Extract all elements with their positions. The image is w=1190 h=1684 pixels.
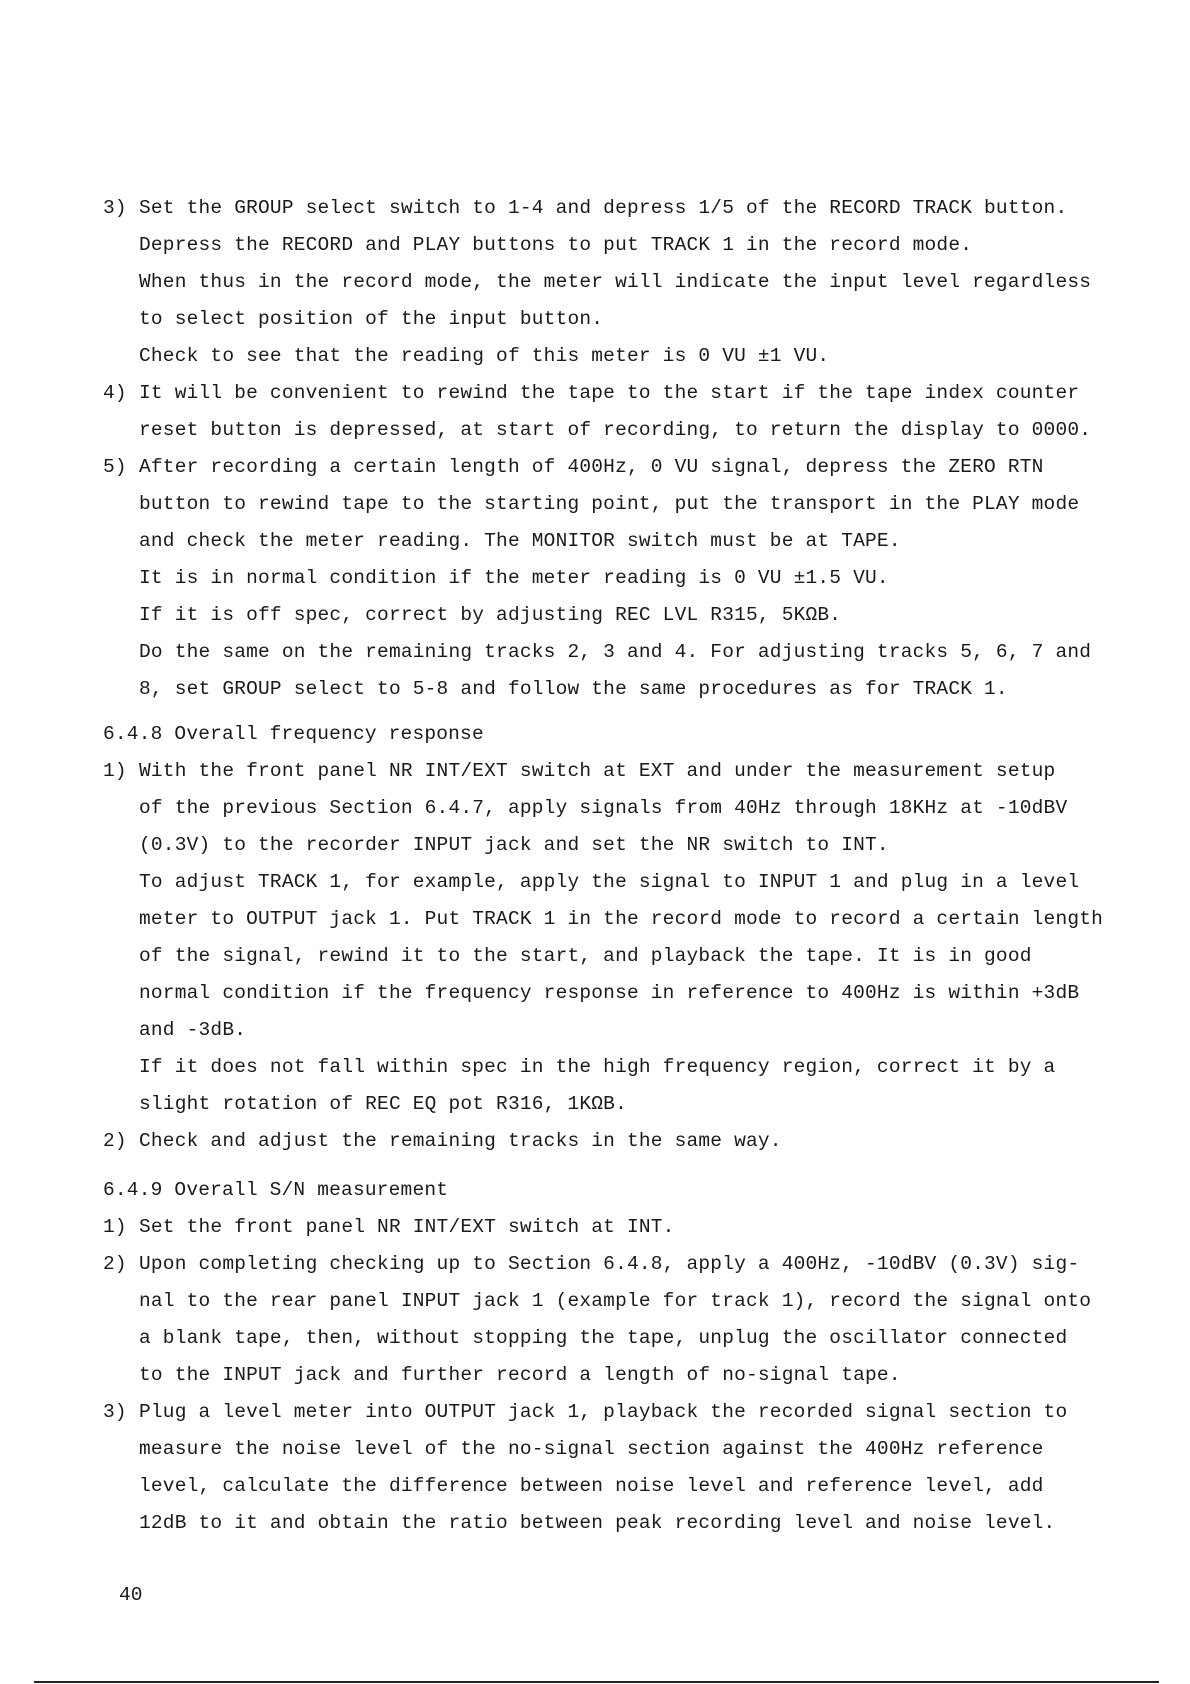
step-number: 2) <box>103 1253 127 1275</box>
text-line: to select position of the input button. <box>139 308 604 330</box>
text-line: 12dB to it and obtain the ratio between peak recording level and noise level. <box>139 1512 1056 1534</box>
text-line: reset button is depressed, at start of recording, to return the display to 0000. <box>139 419 1092 441</box>
step-number: 2) <box>103 1130 127 1152</box>
text-line: If it does not fall within spec in the high frequency region, correct it by a <box>139 1056 1056 1078</box>
text-line: slight rotation of REC EQ pot R316, 1KΩB. <box>139 1093 627 1115</box>
text-line: level, calculate the difference between noise level and reference level, add <box>139 1475 1044 1497</box>
section-6-4-9-step-1 <box>103 1209 1143 1246</box>
section-heading-6-4-9: 6.4.9 Overall S/N measurement <box>103 1179 449 1201</box>
text-line: It is in normal condition if the meter reading is 0 VU ±1.5 VU. <box>139 567 889 589</box>
text-line: Check and adjust the remaining tracks in the same way. <box>139 1130 782 1152</box>
text-line: Depress the RECORD and PLAY buttons to put TRACK 1 in the record mode. <box>139 234 973 256</box>
section-6-4-8-step-1 <box>103 753 1143 1123</box>
text-line: of the signal, rewind it to the start, and playback the tape. It is in good <box>139 945 1032 967</box>
text-line: measure the noise level of the no-signal section against the 400Hz reference <box>139 1438 1044 1460</box>
text-line: Set the GROUP select switch to 1-4 and depress 1/5 of the RECORD TRACK button. <box>139 197 1068 219</box>
text-line: Plug a level meter into OUTPUT jack 1, playback the recorded signal section to <box>139 1401 1068 1423</box>
text-line: normal condition if the frequency response in reference to 400Hz is within +3dB <box>139 982 1080 1004</box>
text-line: With the front panel NR INT/EXT switch at EXT and under the measurement setup <box>139 760 1056 782</box>
section-6-4-9-step-3 <box>103 1394 1143 1542</box>
step-number: 3) <box>103 197 127 219</box>
text-line: 8, set GROUP select to 5-8 and follow the same procedures as for TRACK 1. <box>139 678 1008 700</box>
page-number: 40 <box>119 1584 143 1606</box>
text-line: meter to OUTPUT jack 1. Put TRACK 1 in the record mode to record a certain length <box>139 908 1104 930</box>
text-line: If it is off spec, correct by adjusting REC LVL R315, 5KΩB. <box>139 604 842 626</box>
step-number: 5) <box>103 456 127 478</box>
text-line: button to rewind tape to the starting point, put the transport in the PLAY mode <box>139 493 1080 515</box>
procedure-step-3 <box>103 190 1143 375</box>
page-body <box>103 190 1143 1542</box>
text-line: To adjust TRACK 1, for example, apply the signal to INPUT 1 and plug in a level <box>139 871 1080 893</box>
text-line: Upon completing checking up to Section 6.4.8, apply a 400Hz, -10dBV (0.3V) sig- <box>139 1253 1080 1275</box>
text-line: Do the same on the remaining tracks 2, 3 and 4. For adjusting tracks 5, 6, 7 and <box>139 641 1092 663</box>
text-line: Set the front panel NR INT/EXT switch at INT. <box>139 1216 675 1238</box>
step-number: 4) <box>103 382 127 404</box>
procedure-step-4 <box>103 375 1143 449</box>
section-heading-6-4-8: 6.4.8 Overall frequency response <box>103 723 484 745</box>
text-line: (0.3V) to the recorder INPUT jack and set the NR switch to INT. <box>139 834 889 856</box>
section-6-4-8-step-2 <box>103 1123 1143 1160</box>
step-number: 3) <box>103 1401 127 1423</box>
procedure-step-5 <box>103 449 1143 708</box>
text-line: a blank tape, then, without stopping the tape, unplug the oscillator connected <box>139 1327 1068 1349</box>
text-line: nal to the rear panel INPUT jack 1 (example for track 1), record the signal onto <box>139 1290 1092 1312</box>
step-number: 1) <box>103 1216 127 1238</box>
text-line: of the previous Section 6.4.7, apply signals from 40Hz through 18KHz at -10dBV <box>139 797 1068 819</box>
text-line: After recording a certain length of 400Hz, 0 VU signal, depress the ZERO RTN <box>139 456 1044 478</box>
step-number: 1) <box>103 760 127 782</box>
text-line: and -3dB. <box>139 1019 247 1041</box>
footer-rule <box>34 1681 1159 1683</box>
text-line: and check the meter reading. The MONITOR switch must be at TAPE. <box>139 530 901 552</box>
text-line: to the INPUT jack and further record a length of no-signal tape. <box>139 1364 901 1386</box>
text-line: When thus in the record mode, the meter will indicate the input level regardless <box>139 271 1092 293</box>
text-line: Check to see that the reading of this meter is 0 VU ±1 VU. <box>139 345 830 367</box>
section-6-4-9-step-2 <box>103 1246 1143 1394</box>
text-line: It will be convenient to rewind the tape to the start if the tape index counter <box>139 382 1080 404</box>
